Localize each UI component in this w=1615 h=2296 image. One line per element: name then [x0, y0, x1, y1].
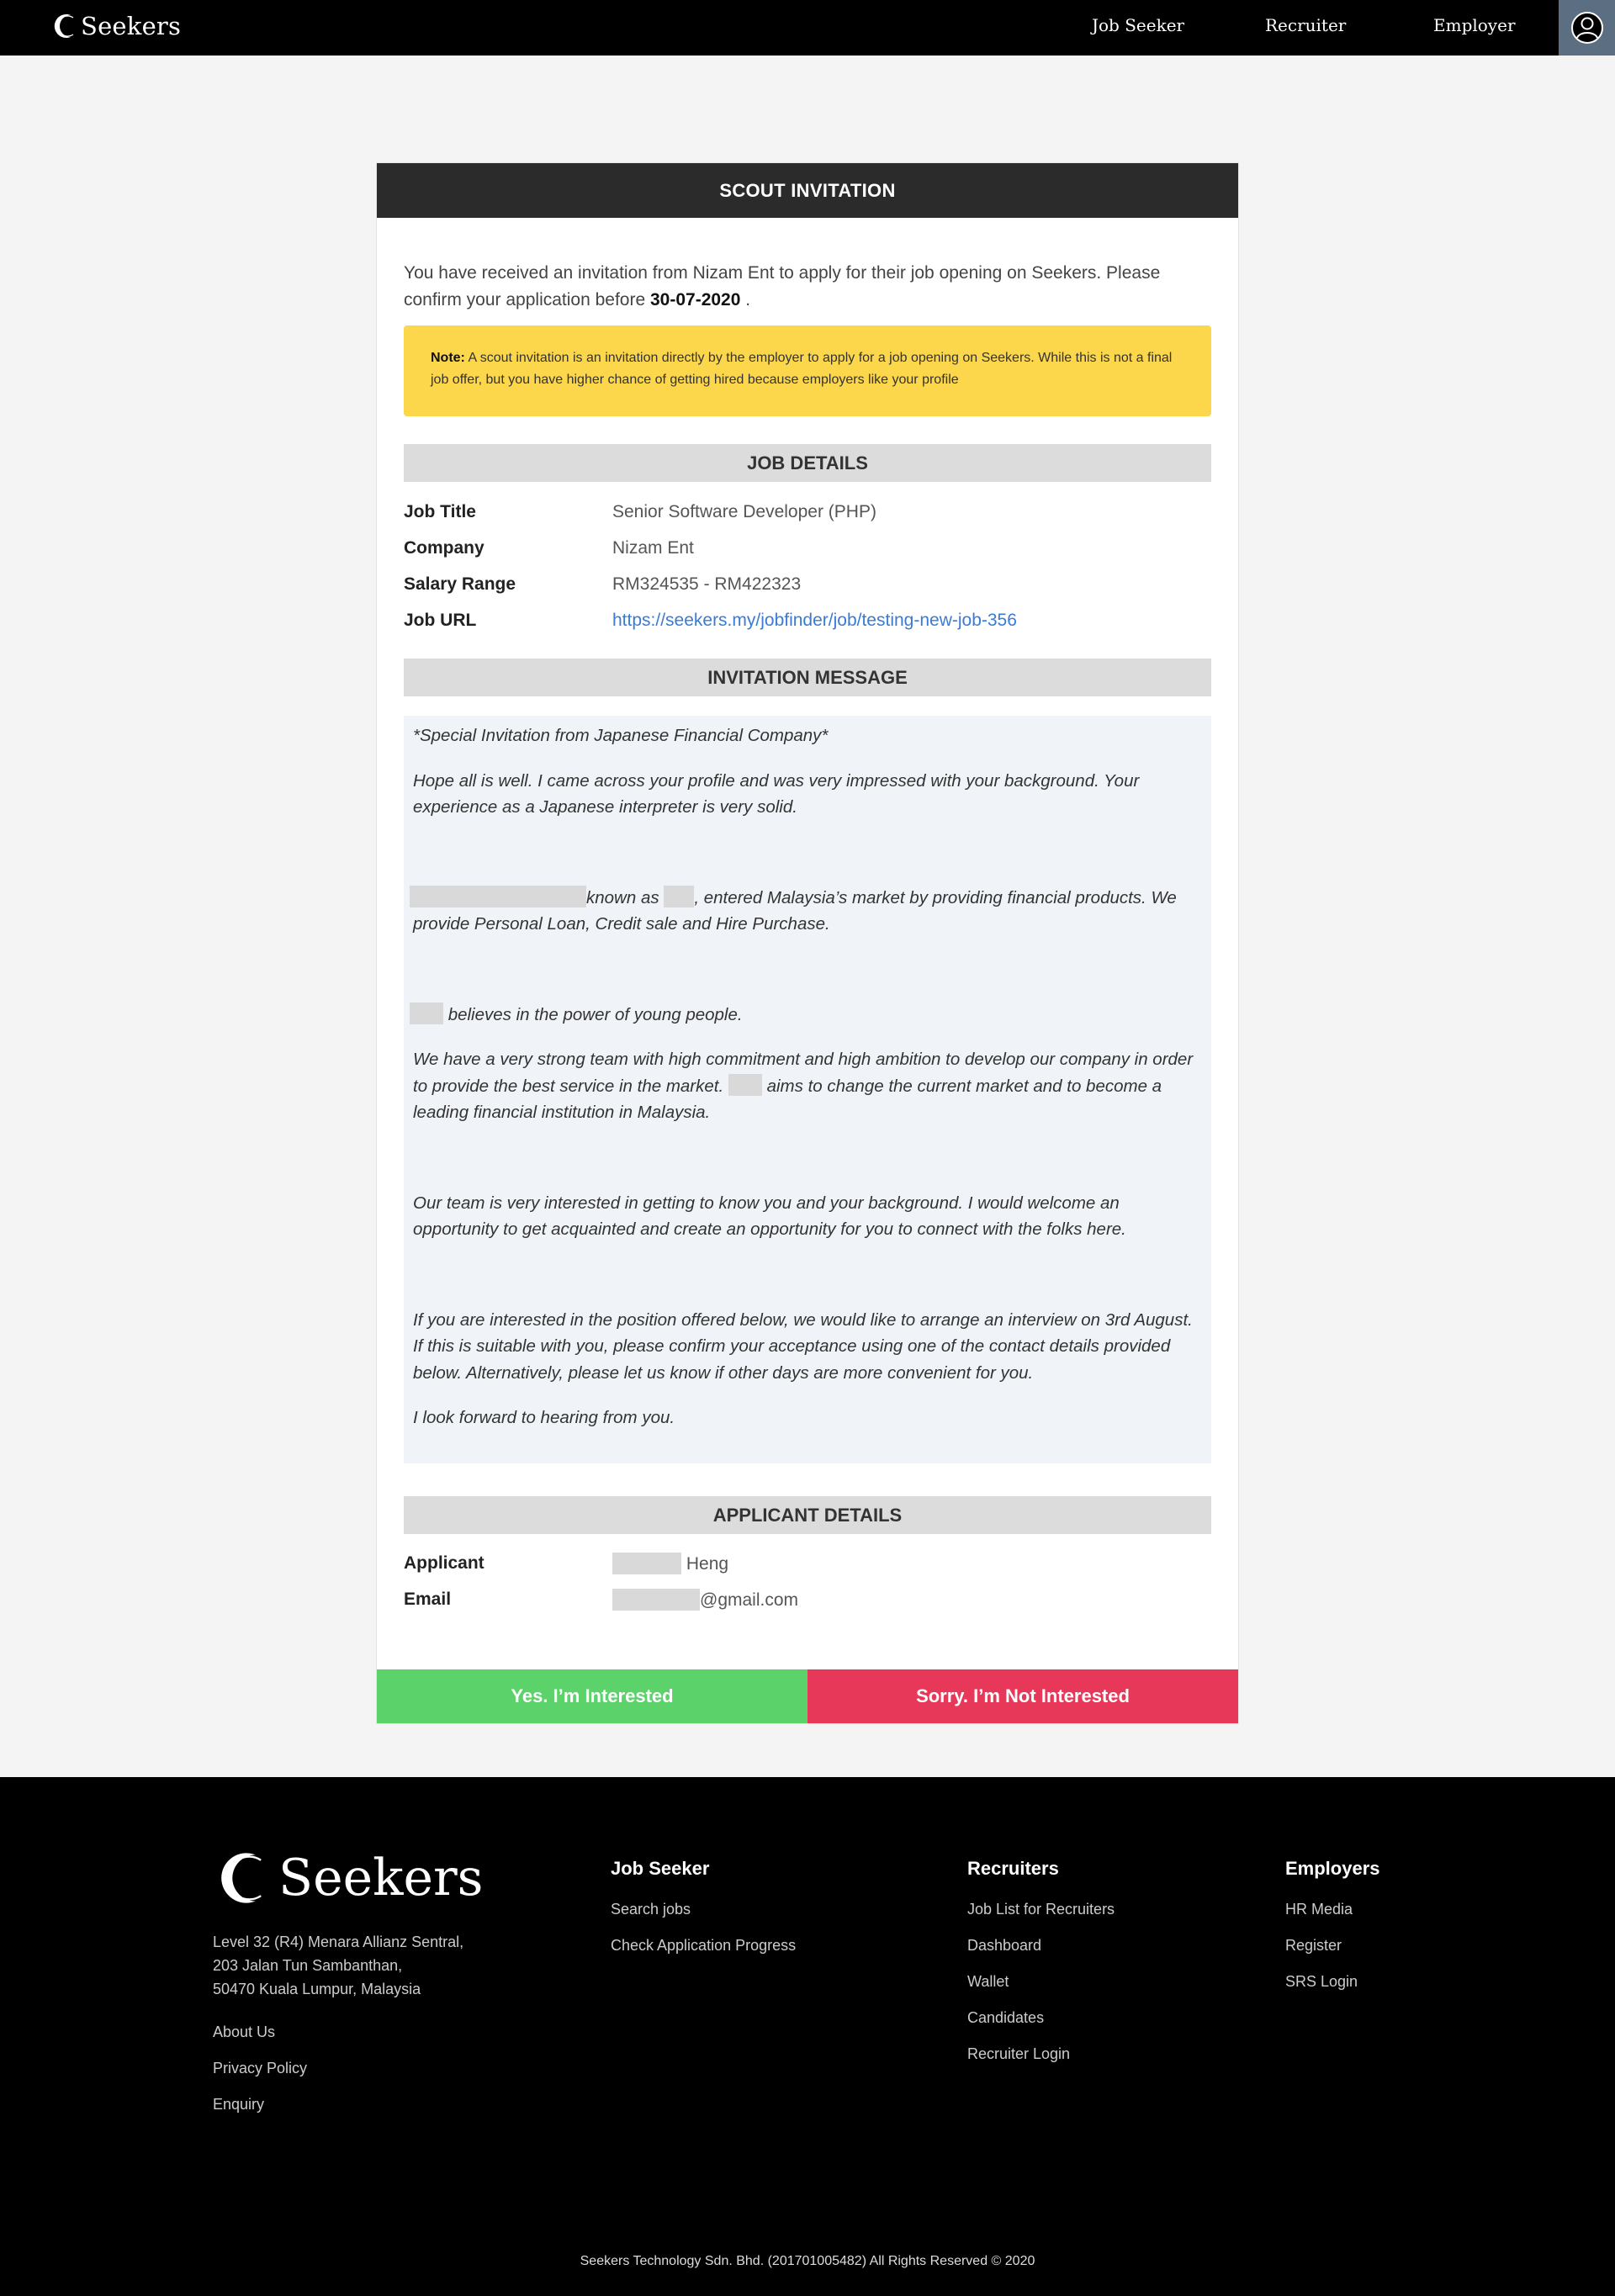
- footer-recruiters-column: [967, 1858, 1115, 2079]
- brand-name: Seekers: [81, 12, 182, 40]
- nav-employer[interactable]: Employer: [1433, 15, 1516, 35]
- redacted-block: [612, 1553, 681, 1574]
- search-jobs-link[interactable]: Search jobs: [611, 1901, 691, 1918]
- scout-invitation-card: [376, 162, 1239, 1724]
- user-avatar-button[interactable]: [1559, 0, 1615, 56]
- seekers-logo-icon: [50, 12, 79, 40]
- footer-column-title: Recruiters: [967, 1858, 1059, 1879]
- job-details-heading: JOB DETAILS: [404, 444, 1211, 482]
- address-line: 50470 Kuala Lumpur, Malaysia: [213, 1981, 421, 1997]
- enquiry-link[interactable]: Enquiry: [213, 2096, 265, 2113]
- intro-text: [404, 260, 1211, 314]
- intro-prefix: You have received an invitation from Nizam Ent to apply for their job opening on Seekers. Please confirm your application before: [404, 263, 1161, 309]
- hr-media-link[interactable]: HR Media: [1285, 1901, 1353, 1918]
- applicant-details-heading: APPLICANT DETAILS: [404, 1496, 1211, 1534]
- message-text: , entered Malaysia’s market by providing financial products. We provide Personal Loan, Credit sale and Hire Purchase.: [413, 887, 1177, 934]
- redacted-block: [728, 1074, 762, 1096]
- message-text: aims to change the current market and to become a leading financial institution in Malaysia.: [413, 1076, 1162, 1122]
- email-row: [404, 1582, 1211, 1618]
- message-paragraph: Our team is very interested in getting to know you and your background. I would welcome an opportunity to get acquainted and create an opportunity for you to connect with the folks here.: [413, 1193, 1126, 1239]
- message-paragraph: *Special Invitation from Japanese Financial Company*: [413, 726, 829, 745]
- seekers-logo-icon: [213, 1848, 273, 1908]
- redacted-block: [410, 1003, 443, 1024]
- interested-button[interactable]: Yes. I’m Interested: [377, 1669, 808, 1723]
- card-title: SCOUT INVITATION: [377, 163, 1238, 218]
- job-details: [404, 494, 1211, 638]
- footer-brand-name: Seekers: [278, 1849, 484, 1907]
- note-box: [404, 325, 1211, 416]
- invitation-message: [404, 716, 1211, 1463]
- salary-row: [404, 566, 1211, 602]
- privacy-policy-link[interactable]: Privacy Policy: [213, 2060, 308, 2076]
- email-label: Email: [404, 1590, 452, 1609]
- redacted-block: [612, 1589, 700, 1611]
- footer-employers-column: [1285, 1858, 1380, 2007]
- company-value: Nizam Ent: [612, 537, 694, 558]
- salary-value: RM324535 - RM422323: [612, 574, 802, 594]
- invitation-message-heading: INVITATION MESSAGE: [404, 659, 1211, 696]
- srs-login-link[interactable]: SRS Login: [1285, 1973, 1358, 1990]
- deadline-date: 30-07-2020: [650, 290, 741, 309]
- user-avatar-icon: [1570, 11, 1604, 45]
- nav-recruiter[interactable]: Recruiter: [1265, 15, 1347, 35]
- recruiter-login-link[interactable]: Recruiter Login: [967, 2045, 1071, 2062]
- applicant-value: [612, 1553, 728, 1574]
- address-line: Level 32 (R4) Menara Allianz Sentral,: [213, 1934, 464, 1950]
- job-title-label: Job Title: [404, 501, 476, 521]
- applicant-details: [404, 1546, 1211, 1618]
- register-link[interactable]: Register: [1285, 1937, 1342, 1954]
- candidates-link[interactable]: Candidates: [967, 2009, 1045, 2026]
- dashboard-link[interactable]: Dashboard: [967, 1937, 1042, 1954]
- message-paragraph: [413, 1002, 1202, 1029]
- note-text: A scout invitation is an invitation directly by the employer to apply for a job opening on Seekers. While this is not a final job offer, but you have higher chance of getting hired because employers like your profile: [431, 351, 1173, 387]
- seekers-logo[interactable]: [50, 12, 181, 40]
- message-paragraph: [413, 1046, 1202, 1126]
- applicant-row: [404, 1546, 1211, 1582]
- wallet-link[interactable]: Wallet: [967, 1973, 1009, 1990]
- message-paragraph: Hope all is well. I came across your profile and was very impressed with your background. Your experience as a Japanese interpreter is very solid.: [413, 770, 1140, 817]
- footer: [0, 1777, 1615, 2296]
- company-address: [213, 1930, 463, 2001]
- note-label: Note:: [431, 351, 465, 365]
- not-interested-button[interactable]: Sorry. I’m Not Interested: [808, 1669, 1238, 1723]
- response-buttons: [377, 1669, 1238, 1723]
- email-value: [612, 1589, 798, 1611]
- redacted-block: [410, 886, 586, 907]
- nav-job-seeker[interactable]: Job Seeker: [1092, 15, 1185, 35]
- job-url-link[interactable]: https://seekers.my/jobfinder/job/testing-new-job-356: [612, 610, 1017, 630]
- address-line: 203 Jalan Tun Sambanthan,: [213, 1957, 403, 1974]
- message-paragraph: If you are interested in the position offered below, we would like to arrange an interview on 3rd August. If this is suitable with you, please confirm your acceptance using one of the contact details provided below. Alternatively, please let us know if other days are more convenient for you.: [413, 1309, 1193, 1383]
- job-title-value: Senior Software Developer (PHP): [612, 501, 876, 521]
- job-url-label: Job URL: [404, 610, 477, 630]
- footer-info-links: [213, 2021, 307, 2129]
- message-text: believes in the power of young people.: [447, 1004, 743, 1024]
- check-application-link[interactable]: Check Application Progress: [611, 1937, 797, 1954]
- copyright-text: Seekers Technology Sdn. Bhd. (201701005482) All Rights Reserved © 2020: [580, 2254, 1035, 2268]
- top-navbar: [0, 0, 1615, 56]
- intro-suffix: .: [745, 290, 751, 309]
- job-url-row: [404, 602, 1211, 638]
- company-row: [404, 530, 1211, 566]
- redacted-block: [664, 886, 694, 907]
- message-paragraph: [413, 885, 1202, 938]
- message-paragraph: I look forward to hearing from you.: [413, 1408, 675, 1427]
- job-title-row: [404, 494, 1211, 530]
- footer-column-title: Employers: [1285, 1858, 1380, 1879]
- about-us-link[interactable]: About Us: [213, 2024, 276, 2040]
- email-domain: @gmail.com: [700, 1590, 799, 1610]
- company-label: Company: [404, 537, 484, 558]
- footer-logo[interactable]: [213, 1848, 483, 1908]
- job-list-recruiters-link[interactable]: Job List for Recruiters: [967, 1901, 1115, 1918]
- applicant-name: Heng: [686, 1554, 729, 1574]
- message-text: known as: [586, 887, 659, 907]
- message-text: We have a very strong team with high commitment and high ambition to develop our company in order to provide the best service in the market.: [413, 1050, 1194, 1096]
- applicant-label: Applicant: [404, 1553, 484, 1573]
- salary-label: Salary Range: [404, 574, 516, 594]
- footer-job-seeker-column: [611, 1858, 796, 1971]
- footer-column-title: Job Seeker: [611, 1858, 710, 1879]
